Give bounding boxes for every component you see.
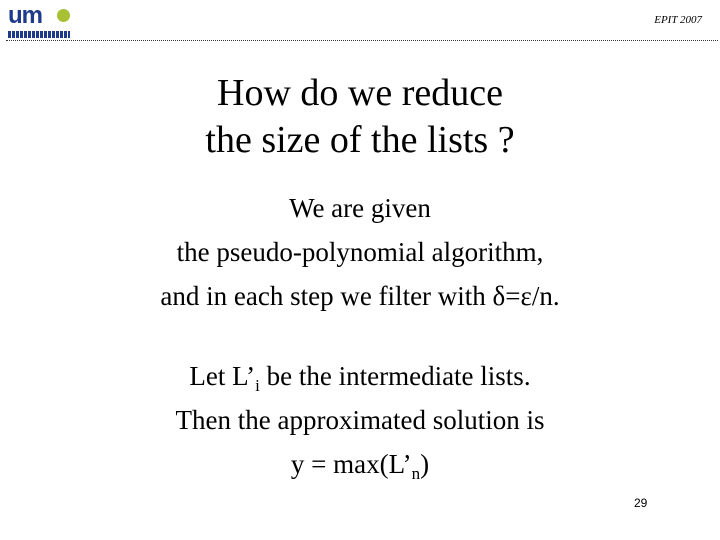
body-line-3: and in each step we filter with δ=ε/n. — [160, 281, 560, 311]
university-logo — [8, 2, 70, 40]
header-note: EPIT 2007 — [654, 14, 702, 26]
body-line-2: the pseudo-polynomial algorithm, — [176, 237, 544, 267]
page-number: 29 — [634, 496, 648, 510]
logo-subtitle-graphic — [8, 31, 70, 38]
body-line-5: Then the approximated solution is — [175, 405, 545, 435]
logo-mark-icon — [57, 9, 70, 22]
logo-text: um — [8, 2, 42, 29]
body-line-4 — [0, 354, 720, 398]
subscript-i: i — [255, 376, 260, 395]
title-line-2: the size of the lists ? — [205, 119, 515, 161]
title-line-1: How do we reduce — [217, 72, 503, 114]
body-line-1: We are given — [289, 193, 431, 223]
body-line-4-start: Let L’ — [189, 361, 256, 391]
body-line-4-end: be the intermediate lists. — [259, 361, 531, 391]
header-divider — [6, 40, 718, 41]
paragraph-gap — [0, 318, 720, 354]
body-line-6-start: y = max(L’ — [290, 449, 412, 479]
body-line-6 — [0, 442, 720, 486]
slide-body — [0, 186, 720, 486]
slide-title — [0, 70, 720, 164]
subscript-n: n — [411, 464, 421, 483]
body-line-6-end: ) — [420, 449, 430, 479]
